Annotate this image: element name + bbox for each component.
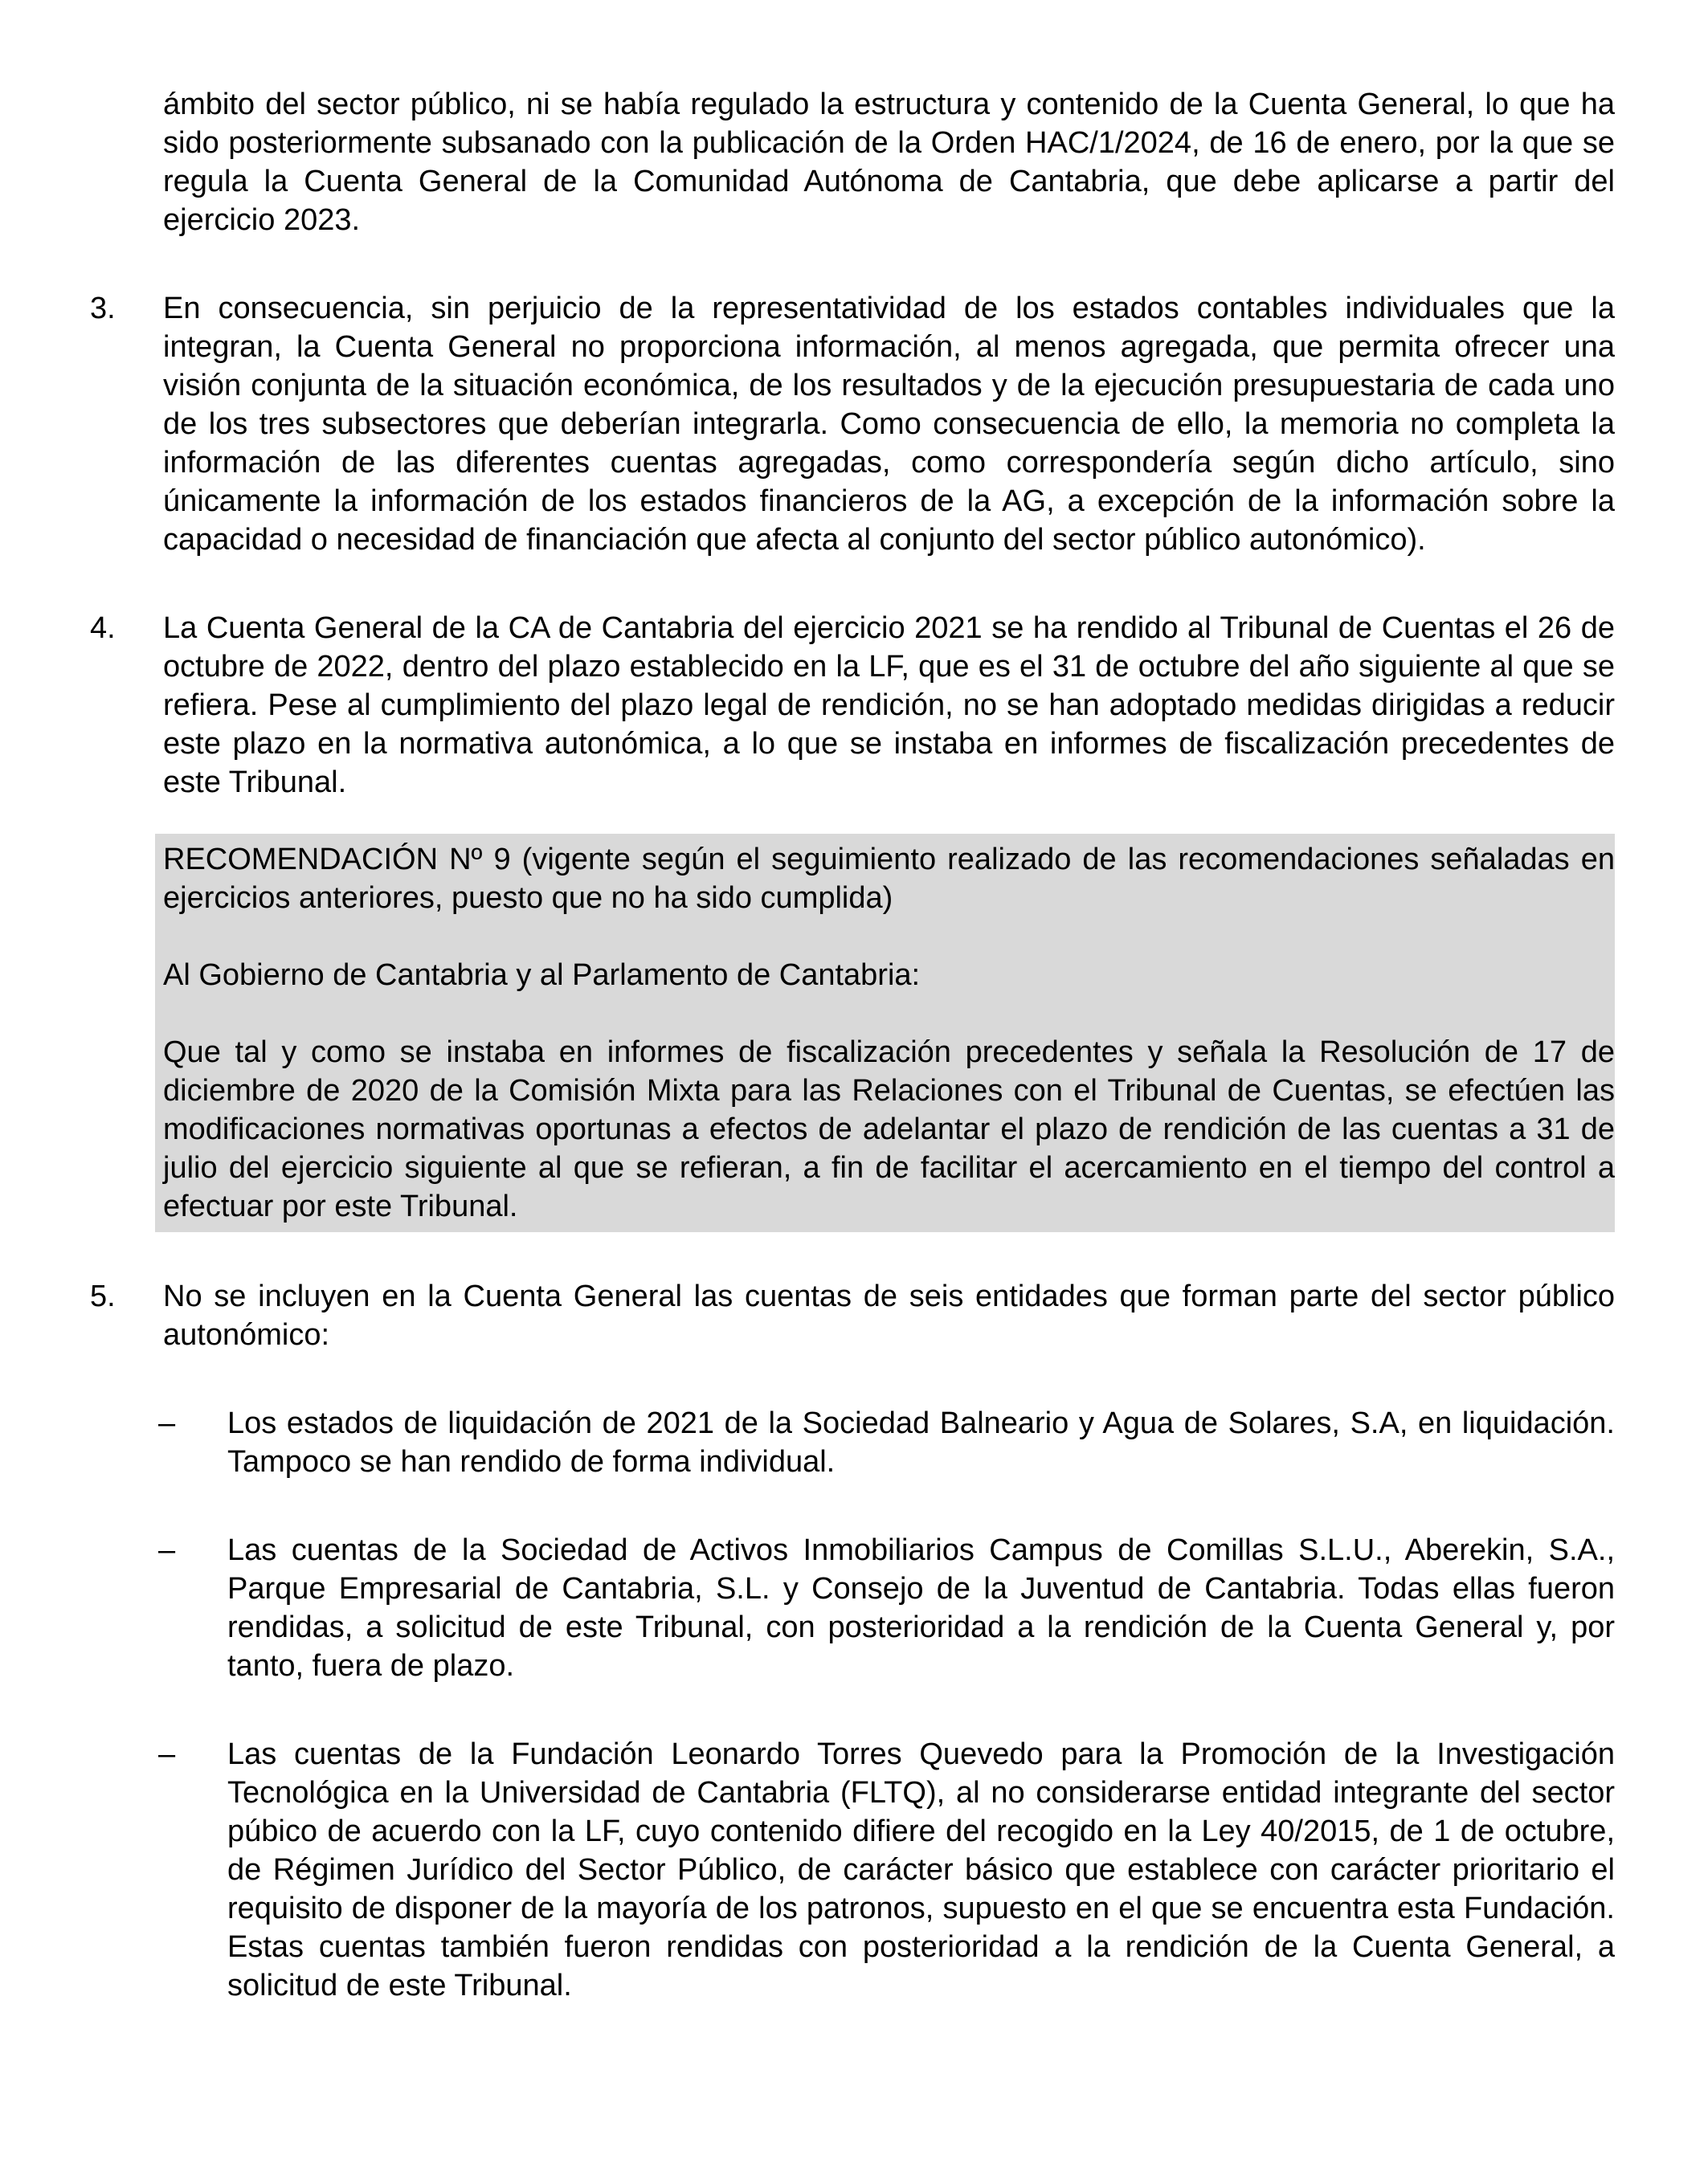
bullet-marker: – (158, 1533, 176, 1567)
bullet-item-1 (158, 1404, 1615, 1481)
bullet-marker: – (158, 1737, 176, 1771)
item-text: La Cuenta General de la CA de Cantabria del ejercicio 2021 se ha rendido al Tribunal de Cuentas el 26 de octubre de 2022, dentro del plazo establecido en la LF, que es el 31 de octubre del año siguiente al que se refiera. Pese al cumplimiento del plazo legal de rendición, no se han adoptado medidas dirigidas a reducir este plazo en la normativa autonómica, a lo que se instaba en informes de fiscalización precedentes de este Tribunal. (163, 611, 1615, 799)
intro-paragraph: ámbito del sector público, ni se había regulado la estructura y contenido de la Cuenta General, lo que ha sido posteriormente subsanado con la publicación de la Orden HAC/1/2024, de 16 de enero, por la que se regula la Cuenta General de la Comunidad Autónoma de Cantabria, que debe aplicarse a partir del ejercicio 2023. (163, 88, 1615, 237)
numbered-item-4 (90, 609, 1615, 802)
recommendation-heading: RECOMENDACIÓN Nº 9 (vigente según el seguimiento realizado de las recomendaciones señaladas en ejercicios anteriores, puesto que no ha sido cumplida) (163, 843, 1615, 915)
bullet-text: Los estados de liquidación de 2021 de la Sociedad Balneario y Agua de Solares, S.A, en liquidación. Tampoco se han rendido de forma individual. (227, 1406, 1615, 1479)
bullet-text: Las cuentas de la Fundación Leonardo Torres Quevedo para la Promoción de la Investigación Tecnológica en la Universidad de Cantabria (FLTQ), al no considerarse entidad integrante del sector púbico de acuerdo con la LF, cuyo contenido difiere del recogido en la Ley 40/2015, de 1 de octubre, de Régimen Jurídico del Sector Público, de carácter básico que establece con carácter prioritario el requisito de disponer de la mayoría de los patronos, supuesto en el que se encuentra esta Fundación. Estas cuentas también fueron rendidas con posterioridad a la rendición de la Cuenta General, a solicitud de este Tribunal. (227, 1737, 1615, 2002)
bullet-item-3 (158, 1735, 1615, 2005)
bullet-marker: – (158, 1406, 176, 1440)
numbered-item-5 (90, 1277, 1615, 1354)
item-number: 4. (90, 611, 116, 645)
numbered-item-3 (90, 289, 1615, 559)
item-number: 5. (90, 1280, 116, 1313)
recommendation-body: Que tal y como se instaba en informes de fiscalización precedentes y señala la Resolución de 17 de diciembre de 2020 de la Comisión Mixta para las Relaciones con el Tribunal de Cuentas, se efectúen las modificaciones normativas oportunas a efectos de adelantar el plazo de rendición de las cuentas a 31 de julio del ejercicio siguiente al que se refieran, a fin de facilitar el acercamiento en el tiempo del control a efectuar por este Tribunal. (163, 1035, 1615, 1223)
recommendation-box (155, 834, 1615, 1232)
item-text: No se incluyen en la Cuenta General las cuentas de seis entidades que forman parte del sector público autonómico: (163, 1280, 1615, 1352)
item-text: En consecuencia, sin perjuicio de la representatividad de los estados contables individuales que la integran, la Cuenta General no proporciona información, al menos agregada, que permita ofrecer una visión conjunta de la situación económica, de los resultados y de la ejecución presupuestaria de cada uno de los tres subsectores que deberían integrarla. Como consecuencia de ello, la memoria no completa la información de las diferentes cuentas agregadas, como correspondería según dicho artículo, sino únicamente la información de los estados financieros de la AG, a excepción de la información sobre la capacidad o necesidad de financiación que afecta al conjunto del sector público autonómico). (163, 292, 1615, 557)
item-number: 3. (90, 292, 116, 325)
recommendation-addressee: Al Gobierno de Cantabria y al Parlamento de Cantabria: (163, 958, 921, 992)
bullet-item-2 (158, 1531, 1615, 1685)
bullet-text: Las cuentas de la Sociedad de Activos Inmobiliarios Campus de Comillas S.L.U., Aberekin, S.A., Parque Empresarial de Cantabria, S.L. y Consejo de la Juventud de Cantabria. Todas ellas fueron rendidas, a solicitud de este Tribunal, con posterioridad a la rendición de la Cuenta General y, por tanto, fuera de plazo. (227, 1533, 1615, 1683)
